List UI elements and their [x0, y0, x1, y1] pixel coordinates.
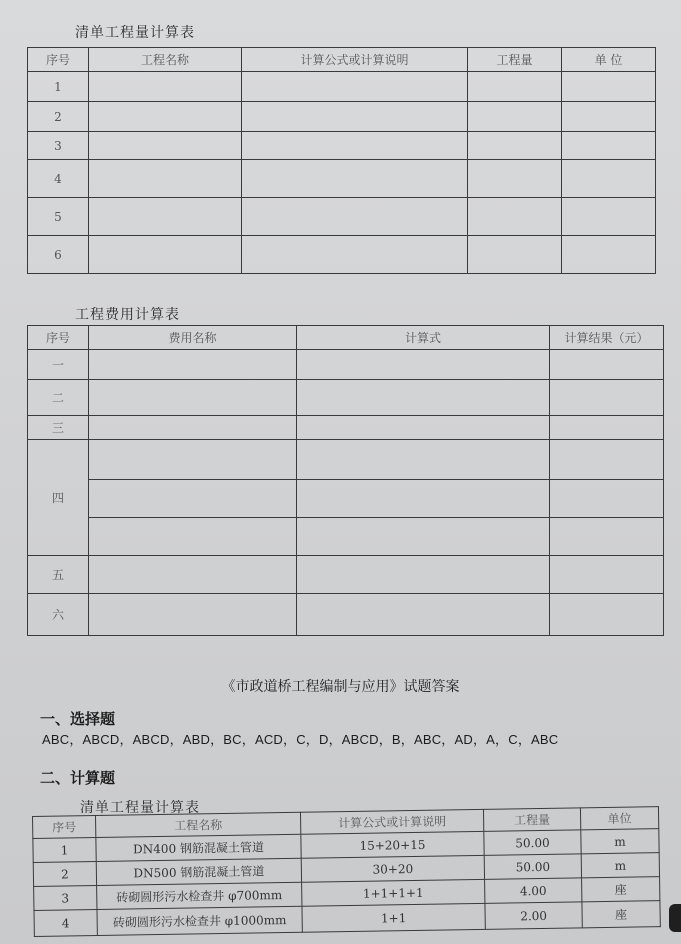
table-row [28, 198, 656, 236]
table-row [28, 350, 664, 380]
cell-no: 4 [34, 909, 97, 936]
page-edge-tab [669, 904, 681, 932]
header-quantity: 工程量 [468, 48, 562, 72]
row-number: 6 [28, 236, 89, 274]
row-number: 六 [28, 594, 89, 636]
cell-name: 砖砌圆形污水检查井 φ1000mm [97, 906, 302, 935]
row-number: 4 [28, 160, 89, 198]
cell-qty: 2.00 [485, 902, 582, 930]
row-number: 1 [28, 72, 89, 102]
header-unit: 单 位 [562, 48, 656, 72]
table-row [28, 236, 656, 274]
table-row [28, 416, 664, 440]
table-row [28, 518, 664, 556]
fee-calculation-table [27, 325, 664, 636]
cell-no: 3 [34, 885, 97, 910]
table-row [28, 132, 656, 160]
cell-unit: m [581, 853, 659, 878]
cell-qty: 50.00 [484, 854, 581, 880]
table-row [28, 102, 656, 132]
cell-unit: m [581, 829, 659, 854]
cell-unit: 座 [582, 901, 660, 928]
cell-unit: 座 [582, 877, 660, 902]
header-expression: 计算式 [297, 326, 550, 350]
cell-formula: 1+1 [302, 903, 485, 932]
table-row [28, 440, 664, 480]
table-row [28, 594, 664, 636]
row-number: 二 [28, 380, 89, 416]
answer-quantity-table [32, 806, 661, 937]
header-formula: 计算公式或计算说明 [300, 809, 483, 834]
header-quantity: 工程量 [483, 808, 580, 832]
cell-formula: 15+20+15 [301, 831, 484, 858]
table-row [28, 72, 656, 102]
fee-table-caption: 工程费用计算表 [75, 307, 180, 323]
header-unit: 单位 [580, 807, 658, 830]
cell-formula: 1+1+1+1 [302, 879, 485, 906]
bill-table-caption: 清单工程量计算表 [75, 25, 195, 41]
cell-no: 2 [33, 861, 96, 886]
row-number: 五 [28, 556, 89, 594]
table-row [28, 480, 664, 518]
header-project-name: 工程名称 [89, 48, 242, 72]
table-row [28, 160, 656, 198]
cell-name: DN400 钢筋混凝土管道 [96, 834, 301, 861]
section-calc-title: 二、计算题 [40, 769, 116, 787]
table-row [28, 556, 664, 594]
row-number: 5 [28, 198, 89, 236]
row-number: 3 [28, 132, 89, 160]
header-result: 计算结果（元） [550, 326, 664, 350]
header-seq: 序号 [28, 48, 89, 72]
row-number: 三 [28, 416, 89, 440]
header-seq: 序号 [33, 816, 96, 839]
cell-formula: 30+20 [301, 855, 484, 882]
row-number: 四 [28, 440, 89, 556]
cell-name: DN500 钢筋混凝土管道 [96, 858, 301, 885]
table-row [28, 380, 664, 416]
answer-title: 《市政道桥工程编制与应用》试题答案 [221, 679, 460, 695]
choice-answers: ABC，ABCD，ABCD，ABD，BC，ACD，C，D，ABCD，B，ABC，AD，A，C，ABC [42, 732, 559, 747]
row-number: 一 [28, 350, 89, 380]
cell-qty: 4.00 [485, 878, 582, 904]
answer-table-caption: 清单工程量计算表 [80, 800, 200, 816]
cell-no: 1 [33, 837, 96, 862]
header-fee-name: 费用名称 [89, 326, 297, 350]
header-formula: 计算公式或计算说明 [242, 48, 468, 72]
bill-quantity-table [27, 47, 656, 274]
header-seq: 序号 [28, 326, 89, 350]
header-project-name: 工程名称 [96, 812, 301, 837]
section-choice-title: 一、选择题 [40, 710, 116, 728]
row-number: 2 [28, 102, 89, 132]
cell-qty: 50.00 [484, 830, 581, 856]
cell-name: 砖砌圆形污水检查井 φ700mm [97, 882, 302, 909]
